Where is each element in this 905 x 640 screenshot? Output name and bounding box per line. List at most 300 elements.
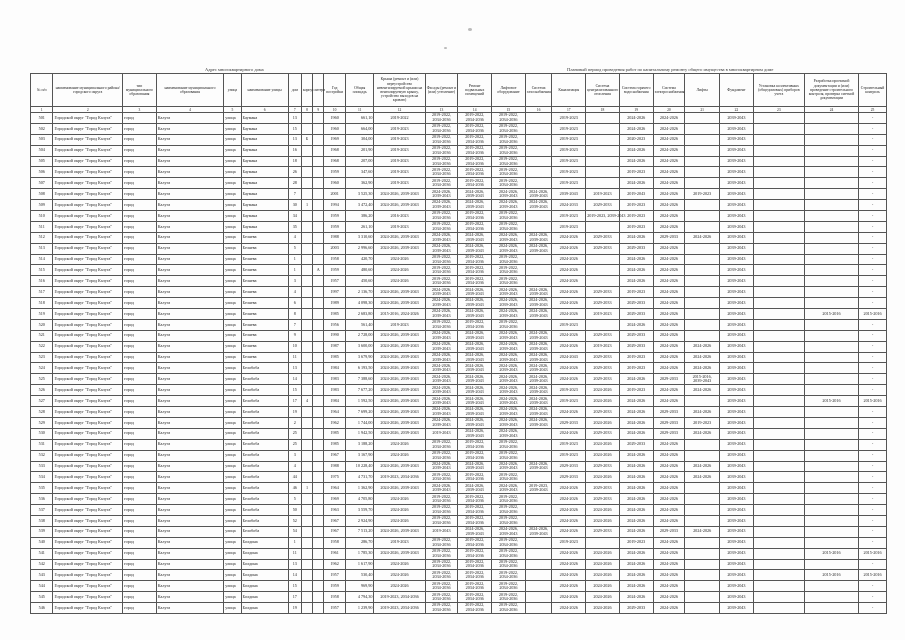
settlement-type-cell: город [123, 123, 157, 134]
table-row [31, 407, 887, 418]
elevators-cell [685, 603, 720, 614]
facade-cell: 2024-2026, 2039-2043 [425, 200, 458, 211]
settlement-name-cell: Калуга [156, 396, 223, 407]
municipality-cell: Городской округ "Город Калуга" [53, 232, 123, 243]
design-docs-cell [804, 287, 858, 298]
settlement-type-cell: город [123, 526, 157, 537]
row-number: 526 [31, 385, 53, 396]
municipality-cell: Городской округ "Город Калуга" [53, 396, 123, 407]
year-cell: 1985 [324, 309, 345, 320]
elevators-cell [685, 505, 720, 516]
elevators-cell [685, 243, 720, 254]
facade-cell: 2024-2026, 2039-2043 [425, 330, 458, 341]
basement-cell: 2024-2026, 2039-2043 [458, 309, 492, 320]
facade-cell: 2019-2022, 2034-2036 [425, 221, 458, 232]
elevators-cell: 2024-2026 [685, 232, 720, 243]
basement-cell: 2019-2022, 2034-2036 [458, 603, 492, 614]
heating-cell: 2029-2033 [586, 243, 620, 254]
hot-water-cell: 2024-2026 [619, 396, 653, 407]
year-cell: 1959 [324, 581, 345, 592]
meters-cell [753, 396, 804, 407]
row-number: 505 [31, 156, 53, 167]
electric-cell: 2024-2026 [653, 352, 685, 363]
sewer-cell: 2024-2026 [552, 526, 586, 537]
hot-water-cell: 2020-2023 [619, 134, 653, 145]
settlement-type-cell: город [123, 287, 157, 298]
register-table [30, 73, 887, 614]
municipality-cell: Городской округ "Город Калуга" [53, 407, 123, 418]
year-cell: 1985 [324, 352, 345, 363]
sewer-cell: 2024-2026 [552, 515, 586, 526]
area-cell: 2 996,60 [345, 243, 374, 254]
column-header: Ремонт подвальных помещений [458, 74, 492, 107]
elevators-cell [685, 254, 720, 265]
basement-cell: 2019-2022, 2034-2036 [458, 548, 492, 559]
street-name-cell: Баумана [241, 211, 288, 222]
facade-cell: 2024-2026, 2039-2043 [425, 407, 458, 418]
table-row [31, 167, 887, 178]
electric-cell: 2024-2026 [653, 385, 685, 396]
table-row [31, 363, 887, 374]
supervision-cell: - [859, 123, 887, 134]
gas-cell [525, 319, 552, 330]
design-docs-cell [804, 243, 858, 254]
facade-cell: 2024-2026, 2039-2043 [425, 243, 458, 254]
foundation-cell: 2039-2043 [720, 113, 754, 124]
basement-cell: 2024-2026, 2039-2043 [458, 298, 492, 309]
area-cell: 3 600,00 [345, 341, 374, 352]
supervision-cell: - [859, 287, 887, 298]
house-cell: 4 [288, 287, 301, 298]
year-cell: 1968 [324, 145, 345, 156]
roof-cell: 2024-2026 [374, 450, 425, 461]
supervision-cell: - [859, 450, 887, 461]
house-cell: 4 [288, 232, 301, 243]
settlement-name-cell: Калуга [156, 134, 223, 145]
roof-cell: 2024-2026, 2039-2043 [374, 385, 425, 396]
sewer-cell: 2019-2023 [552, 385, 586, 396]
meters-cell [753, 254, 804, 265]
settlement-type-cell: город [123, 592, 157, 603]
roof-cell: 2019-2023 [374, 145, 425, 156]
area-cell: 1 617,90 [345, 559, 374, 570]
house-cell: 4 [288, 461, 301, 472]
supervision-cell: - [859, 385, 887, 396]
letter-cell [313, 113, 324, 124]
electric-cell: 2029-2033 [653, 417, 685, 428]
street-type-cell: улица [224, 254, 241, 265]
house-cell: 52 [288, 515, 301, 526]
street-name-cell: Белобоба [241, 515, 288, 526]
foundation-cell: 2039-2043 [720, 254, 754, 265]
letter-cell [313, 156, 324, 167]
street-type-cell: улица [224, 537, 241, 548]
year-cell: 1957 [324, 570, 345, 581]
design-docs-cell [804, 505, 858, 516]
hot-water-cell: 2024-2026 [619, 178, 653, 189]
facade-cell: 2019-2043 [425, 428, 458, 439]
street-type-cell: улица [224, 603, 241, 614]
year-cell: 1959 [324, 221, 345, 232]
settlement-type-cell: город [123, 221, 157, 232]
design-docs-cell [804, 134, 858, 145]
year-cell: 1985 [324, 439, 345, 450]
facade-cell: 2019-2022, 2034-2036 [425, 537, 458, 548]
hot-water-cell: 2024-2026 [619, 548, 653, 559]
settlement-name-cell: Калуга [156, 581, 223, 592]
elevators-cell: 2024-2026 [685, 363, 720, 374]
street-type-cell: улица [224, 341, 241, 352]
sewer-cell: 2024-2026 [552, 276, 586, 287]
foundation-cell: 2039-2043 [720, 537, 754, 548]
elevators-cell [685, 570, 720, 581]
sewer-cell: 2039-2043 [552, 189, 586, 200]
area-cell: 2 924,90 [345, 515, 374, 526]
house-cell: 9 [288, 330, 301, 341]
roof-cell: 2024-2026, 2039-2043 [374, 189, 425, 200]
foundation-cell: 2039-2043 [720, 396, 754, 407]
heating-cell: 2024-2026 [586, 581, 620, 592]
supervision-cell: - [859, 211, 887, 222]
building-cell [301, 319, 312, 330]
letter-cell [313, 396, 324, 407]
column-header: Лифтовое оборудование [492, 74, 526, 107]
supervision-cell: - [859, 407, 887, 418]
hot-water-cell: 2029-2033 [619, 341, 653, 352]
settlement-type-cell: город [123, 461, 157, 472]
settlement-type-cell: город [123, 211, 157, 222]
facade-cell: 2019-2022, 2034-2036 [425, 123, 458, 134]
building-cell [301, 145, 312, 156]
settlement-type-cell: город [123, 385, 157, 396]
column-number: 9 [313, 107, 324, 113]
row-number: 545 [31, 592, 53, 603]
table-row [31, 265, 887, 276]
design-docs-cell [804, 581, 858, 592]
meters-cell [753, 221, 804, 232]
gas-cell [525, 515, 552, 526]
meters-cell [753, 145, 804, 156]
facade-cell: 2019-2022, 2034-2036 [425, 581, 458, 592]
street-type-cell: улица [224, 319, 241, 330]
supervision-cell: - [859, 113, 887, 124]
municipality-cell: Городской округ "Город Калуга" [53, 221, 123, 232]
letter-cell [313, 461, 324, 472]
meters-cell [753, 156, 804, 167]
row-number: 506 [31, 167, 53, 178]
building-cell [301, 450, 312, 461]
electric-cell: 2024-2026 [653, 189, 685, 200]
column-header: наименование улицы [241, 74, 288, 107]
foundation-cell: 2039-2043 [720, 548, 754, 559]
street-type-cell: улица [224, 123, 241, 134]
electric-cell: 2024-2026 [653, 483, 685, 494]
basement-cell: 2019-2022, 2034-2036 [458, 276, 492, 287]
meters-cell [753, 385, 804, 396]
settlement-name-cell: Калуга [156, 570, 223, 581]
hot-water-cell: 2029-2033 [619, 309, 653, 320]
street-type-cell: улица [224, 156, 241, 167]
column-header: тип муниципального образования [123, 74, 157, 107]
foundation-cell: 2039-2043 [720, 341, 754, 352]
table-row [31, 276, 887, 287]
column-header: Система горячего водоснабжения [619, 74, 653, 107]
supervision-cell: - [859, 145, 887, 156]
electric-cell: 2024-2026 [653, 254, 685, 265]
area-cell: 3 472,40 [345, 200, 374, 211]
sewer-cell: 2024-2026 [552, 363, 586, 374]
street-type-cell: улица [224, 472, 241, 483]
electric-cell: 2029-2033 [653, 428, 685, 439]
area-cell: 207,00 [345, 156, 374, 167]
hot-water-cell: 2019-2043 [619, 189, 653, 200]
meters-cell [753, 570, 804, 581]
facade-cell: 2024-2026, 2039-2043 [425, 396, 458, 407]
municipality-cell: Городской округ "Город Калуга" [53, 374, 123, 385]
street-name-cell: Беляева [241, 243, 288, 254]
sewer-cell: 2019-2023 [552, 167, 586, 178]
municipality-cell: Городской округ "Город Калуга" [53, 330, 123, 341]
house-cell: 16 [288, 145, 301, 156]
area-cell: 450,60 [345, 276, 374, 287]
row-number: 535 [31, 483, 53, 494]
street-type-cell: улица [224, 407, 241, 418]
settlement-type-cell: город [123, 483, 157, 494]
letter-cell [313, 167, 324, 178]
heating-cell: 2024-2026 [586, 417, 620, 428]
design-docs-cell [804, 363, 858, 374]
column-header: Фасады (ремонт и (или) утепление) [425, 74, 458, 107]
meters-cell [753, 505, 804, 516]
letter-cell [313, 494, 324, 505]
basement-cell: 2019-2022, 2034-2036 [458, 592, 492, 603]
settlement-type-cell: город [123, 200, 157, 211]
supervision-cell: - [859, 243, 887, 254]
building-cell [301, 276, 312, 287]
street-type-cell: улица [224, 200, 241, 211]
building-cell [301, 603, 312, 614]
street-name-cell: Баумана [241, 113, 288, 124]
house-cell: 1 [288, 254, 301, 265]
building-cell [301, 156, 312, 167]
electric-cell: 2024-2026 [653, 243, 685, 254]
electric-cell: 2024-2026 [653, 515, 685, 526]
table-row [31, 439, 887, 450]
house-cell: 26 [288, 167, 301, 178]
municipality-cell: Городской округ "Город Калуга" [53, 276, 123, 287]
settlement-type-cell: город [123, 156, 157, 167]
hot-water-cell: 2024-2026 [619, 450, 653, 461]
heating-cell: 2029-2033 [586, 200, 620, 211]
row-number: 520 [31, 319, 53, 330]
settlement-type-cell: город [123, 396, 157, 407]
area-cell: 480,60 [345, 265, 374, 276]
gas-cell: 2024-2026, 2039-2043 [525, 461, 552, 472]
column-header: № п/п [31, 74, 53, 107]
heating-cell: 2029-2033 [586, 526, 620, 537]
column-header: корпус [301, 74, 312, 107]
foundation-cell: 2039-2043 [720, 243, 754, 254]
foundation-cell: 2039-2043 [720, 526, 754, 537]
year-cell: 2001 [324, 189, 345, 200]
year-cell: 1959 [324, 265, 345, 276]
roof-cell: 2024-2026 [374, 570, 425, 581]
letter-cell [313, 189, 324, 200]
foundation-cell: 2039-2043 [720, 156, 754, 167]
foundation-cell: 2039-2043 [720, 483, 754, 494]
hot-water-cell: 2024-2026 [619, 319, 653, 330]
heating-cell [586, 254, 620, 265]
street-name-cell: Беляева [241, 330, 288, 341]
elevator-equipment-cell: 2019-2022, 2034-2036 [492, 494, 526, 505]
row-number: 504 [31, 145, 53, 156]
basement-cell: 2024-2026, 2039-2043 [458, 243, 492, 254]
settlement-type-cell: город [123, 472, 157, 483]
meters-cell [753, 374, 804, 385]
roof-cell: 2024-2026, 2039-2043 [374, 417, 425, 428]
settlement-type-cell: город [123, 319, 157, 330]
hot-water-cell: 2024-2026 [619, 156, 653, 167]
sewer-cell: 2024-2026 [552, 254, 586, 265]
meters-cell [753, 232, 804, 243]
facade-cell: 2024-2026, 2039-2043 [425, 352, 458, 363]
building-cell [301, 581, 312, 592]
letter-cell [313, 211, 324, 222]
design-docs-cell [804, 537, 858, 548]
elevators-cell [685, 537, 720, 548]
letter-cell [313, 515, 324, 526]
hot-water-cell: 2024-2026 [619, 559, 653, 570]
letter-cell [313, 526, 324, 537]
gas-cell: 2024-2026, 2039-2043 [525, 374, 552, 385]
basement-cell: 2024-2026, 2039-2043 [458, 363, 492, 374]
electric-cell: 2024-2026 [653, 319, 685, 330]
settlement-name-cell: Калуга [156, 472, 223, 483]
table-row [31, 548, 887, 559]
design-docs-cell [804, 407, 858, 418]
street-type-cell: улица [224, 494, 241, 505]
elevator-equipment-cell: 2019-2022, 2034-2036 [492, 505, 526, 516]
gas-cell: 2024-2026, 2039-2043 [525, 200, 552, 211]
settlement-name-cell: Калуга [156, 113, 223, 124]
table-row [31, 417, 887, 428]
facade-cell: 2019-2022, 2034-2036 [425, 450, 458, 461]
hot-water-cell: 2024-2026 [619, 113, 653, 124]
letter-cell [313, 363, 324, 374]
roof-cell: 2024-2026, 2039-2043 [374, 428, 425, 439]
roof-cell: 2019-2023 [374, 178, 425, 189]
table-row [31, 385, 887, 396]
municipality-cell: Городской округ "Город Калуга" [53, 461, 123, 472]
design-docs-cell [804, 298, 858, 309]
letter-cell [313, 232, 324, 243]
letter-cell [313, 287, 324, 298]
gas-cell [525, 559, 552, 570]
elevator-equipment-cell: 2024-2026, 2039-2043 [492, 232, 526, 243]
heating-cell [586, 123, 620, 134]
elevator-equipment-cell: 2019-2022, 2034-2036 [492, 559, 526, 570]
settlement-name-cell: Калуга [156, 548, 223, 559]
settlement-name-cell: Калуга [156, 276, 223, 287]
basement-cell: 2019-2022, 2034-2036 [458, 581, 492, 592]
roof-cell: 2024-2026 [374, 505, 425, 516]
municipality-cell: Городской округ "Город Калуга" [53, 156, 123, 167]
supervision-cell: - [859, 341, 887, 352]
meters-cell [753, 439, 804, 450]
building-cell [301, 592, 312, 603]
basement-cell: 2024-2026, 2039-2043 [458, 461, 492, 472]
municipality-cell: Городской округ "Город Калуга" [53, 537, 123, 548]
year-cell: 1997 [324, 287, 345, 298]
supervision-cell: - [859, 515, 887, 526]
elevators-cell [685, 221, 720, 232]
letter-cell [313, 134, 324, 145]
street-name-cell: Болдина [241, 603, 288, 614]
gas-cell [525, 254, 552, 265]
street-name-cell: Беляева [241, 265, 288, 276]
municipality-cell: Городской округ "Город Калуга" [53, 134, 123, 145]
elevators-cell [685, 276, 720, 287]
area-cell: 7 513,20 [345, 526, 374, 537]
design-docs-cell [804, 265, 858, 276]
letter-cell [313, 559, 324, 570]
municipality-cell: Городской округ "Город Калуга" [53, 341, 123, 352]
elevator-equipment-cell: 2019-2022, 2034-2036 [492, 450, 526, 461]
foundation-cell: 2039-2043 [720, 374, 754, 385]
meters-cell [753, 548, 804, 559]
gas-cell [525, 265, 552, 276]
settlement-name-cell: Калуга [156, 156, 223, 167]
elevators-cell [685, 265, 720, 276]
letter-cell [313, 581, 324, 592]
sewer-cell: 2024-2026 [552, 374, 586, 385]
gas-cell [525, 505, 552, 516]
column-number: 22 [720, 107, 754, 113]
table-row [31, 309, 887, 320]
heating-cell: 2029-2033 [586, 407, 620, 418]
roof-cell: 2024-2026, 2039-2043 [374, 396, 425, 407]
year-cell: 1994 [324, 200, 345, 211]
roof-cell: 2019-2023 [374, 123, 425, 134]
settlement-type-cell: город [123, 374, 157, 385]
settlement-type-cell: город [123, 450, 157, 461]
supervision-cell: - [859, 330, 887, 341]
municipality-cell: Городской округ "Город Калуга" [53, 505, 123, 516]
letter-cell [313, 450, 324, 461]
letter-cell [313, 319, 324, 330]
heating-cell: 2029-2033 [586, 287, 620, 298]
elevator-equipment-cell: 2024-2026, 2039-2043 [492, 461, 526, 472]
meters-cell [753, 167, 804, 178]
street-name-cell: Беляева [241, 254, 288, 265]
settlement-name-cell: Калуга [156, 417, 223, 428]
hot-water-cell: 2024-2026 [619, 407, 653, 418]
design-docs-cell [804, 494, 858, 505]
street-type-cell: улица [224, 113, 241, 124]
street-type-cell: улица [224, 309, 241, 320]
letter-cell [313, 200, 324, 211]
row-number: 532 [31, 450, 53, 461]
heating-cell: 2024-2026 [586, 472, 620, 483]
gas-cell: 2024-2026, 2039-2043 [525, 526, 552, 537]
elevator-equipment-cell: 2024-2026, 2039-2043 [492, 298, 526, 309]
foundation-cell: 2039-2043 [720, 232, 754, 243]
electric-cell: 2024-2026 [653, 548, 685, 559]
row-number: 503 [31, 134, 53, 145]
facade-cell: 2024-2026, 2039-2043 [425, 363, 458, 374]
row-number: 542 [31, 559, 53, 570]
area-cell: 6 193,50 [345, 363, 374, 374]
